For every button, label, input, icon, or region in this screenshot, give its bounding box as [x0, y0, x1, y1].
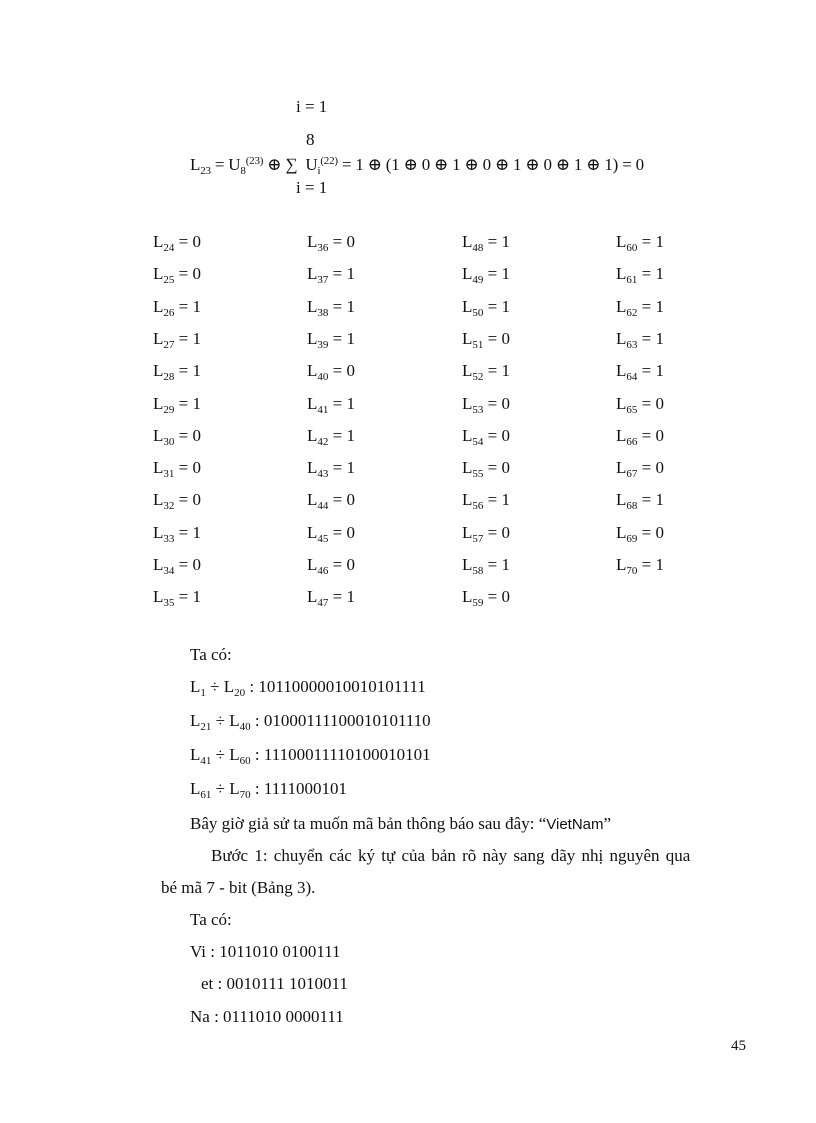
bit-range-line: $L_1 \div L_{20}$ : 10110000010010101111: [190, 677, 426, 699]
ta-co-heading: Ta có:: [190, 645, 232, 664]
l-value-cell: $L_{64} = 1$: [616, 361, 664, 384]
l-value-cell: $L_{43} = 1$: [307, 458, 355, 481]
l-value-cell: $L_{50} = 1$: [462, 296, 510, 319]
l-value-cell: $L_{53} = 0$: [462, 393, 510, 416]
pair-na: Na : 0111010 0000111: [190, 1007, 344, 1026]
l-value-cell: $L_{46} = 0$: [307, 555, 355, 577]
ta-co-heading-2: Ta có:: [190, 910, 232, 929]
l-value-cell: $L_{32} = 0$: [153, 490, 201, 513]
l-value-cell: $L_{54} = 0$: [462, 425, 510, 448]
l-value-cell: $L_{59} = 0$: [462, 587, 510, 610]
l-value-cell: $L_{35} = 1$: [153, 587, 201, 610]
sum-upper-bound: 8: [306, 130, 315, 149]
l-value-cell: $L_{67} = 0$: [616, 458, 664, 481]
l-value-cell: $L_{56} = 1$: [462, 490, 510, 513]
formula-l23: $L_{23} = U_8^{(23)}$ ⊕ ∑ $U_i^{(22)} = 1$ ⊕ (1 ⊕ 0 ⊕ 1 ⊕ 0 ⊕ 1 ⊕ 0 ⊕ 1 ⊕ 1) = 0: [190, 155, 644, 177]
pair-et: et : 0010111 1010011: [201, 974, 348, 993]
l-value-cell: $L_{38} = 1$: [307, 296, 355, 319]
l-value-cell: $L_{42} = 1$: [307, 425, 355, 448]
l-value-cell: $L_{61} = 1$: [616, 264, 664, 287]
l-value-cell: $L_{45} = 0$: [307, 522, 355, 545]
l-value-cell: $L_{49} = 1$: [462, 264, 510, 287]
l-value-cell: $L_{48} = 1$: [462, 232, 510, 254]
sentence-vietnam: Bây giờ giả sử ta muốn mã bản thông báo sau đây: “VietNam”: [190, 814, 612, 833]
l-value-cell: $L_{70} = 1$: [616, 555, 664, 577]
formula-top-limit: i = 1: [296, 97, 328, 116]
l-value-cell: $L_{39} = 1$: [307, 328, 355, 351]
step1-line2: bé mã 7 - bit (Bảng 3).: [161, 878, 316, 897]
l-value-cell: $L_{41} = 1$: [307, 393, 355, 416]
l-value-cell: $L_{44} = 0$: [307, 490, 355, 513]
l-value-cell: $L_{62} = 1$: [616, 296, 664, 319]
sigma-symbol: ∑: [285, 155, 298, 174]
bit-range-line: $L_{61} \div L_{70}$ : 1111000101: [190, 779, 347, 801]
l-value-cell: $L_{57} = 0$: [462, 522, 510, 545]
bit-range-line: $L_{21} \div L_{40}$ : 01000111100010101110: [190, 711, 431, 733]
l-value-cell: $L_{52} = 1$: [462, 361, 510, 384]
l-value-cell: $L_{30} = 0$: [153, 425, 201, 448]
l-value-cell: $L_{51} = 0$: [462, 328, 510, 351]
l-value-cell: $L_{58} = 1$: [462, 555, 510, 577]
l-value-cell: $L_{24} = 0$: [153, 232, 201, 254]
l-value-cell: $L_{29} = 1$: [153, 393, 201, 416]
l-value-cell: $L_{68} = 1$: [616, 490, 664, 513]
bit-range-line: $L_{41} \div L_{60}$ : 11100011110100010101: [190, 745, 431, 767]
sum-lower-bound: i = 1: [296, 178, 328, 197]
l-value-cell: $L_{47} = 1$: [307, 587, 355, 610]
l-value-cell: $L_{31} = 0$: [153, 458, 201, 481]
l-value-cell: $L_{65} = 0$: [616, 393, 664, 416]
l-value-cell: $L_{34} = 0$: [153, 555, 201, 577]
page-number: 45: [731, 1038, 746, 1054]
l-value-cell: $L_{26} = 1$: [153, 296, 201, 319]
l-value-cell: $L_{28} = 1$: [153, 361, 201, 384]
l-value-cell: $L_{63} = 1$: [616, 328, 664, 351]
l-value-cell: $L_{40} = 0$: [307, 361, 355, 384]
l-value-cell: $L_{66} = 0$: [616, 425, 664, 448]
step1-line1: Bước 1: chuyển các ký tự của bản rõ này sang dãy nhị nguyên qua: [211, 846, 691, 865]
l-value-cell: $L_{69} = 0$: [616, 522, 664, 545]
l-value-cell: $L_{60} = 1$: [616, 232, 664, 254]
l-value-cell: $L_{36} = 0$: [307, 232, 355, 254]
pair-vi: Vi : 1011010 0100111: [190, 942, 341, 961]
l-value-cell: $L_{25} = 0$: [153, 264, 201, 287]
l-value-cell: $L_{33} = 1$: [153, 522, 201, 545]
l-value-cell: $L_{55} = 0$: [462, 458, 510, 481]
l-value-cell: $L_{37} = 1$: [307, 264, 355, 287]
l-value-cell: $L_{27} = 1$: [153, 328, 201, 351]
